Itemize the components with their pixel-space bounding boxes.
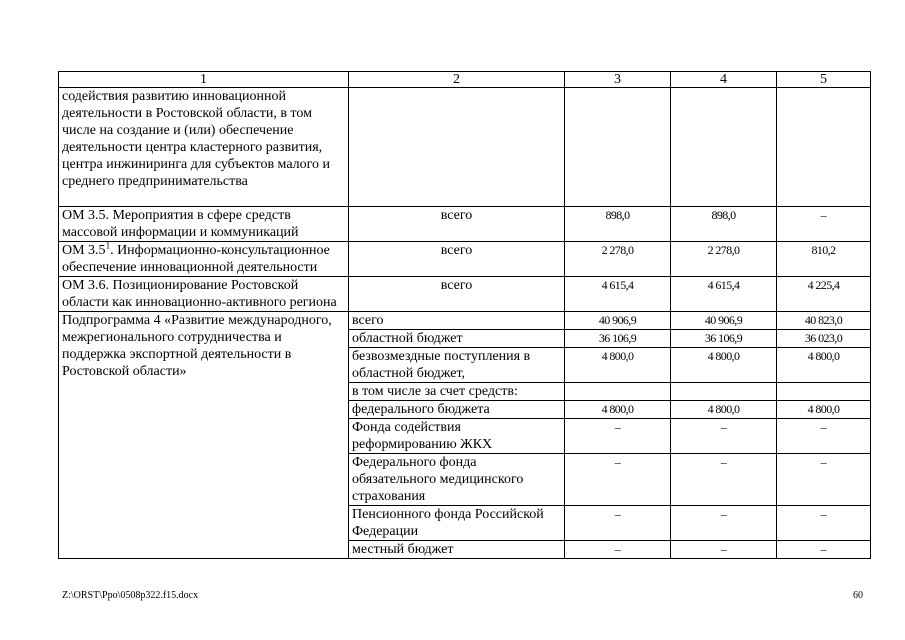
header-row xyxy=(59,72,871,88)
value-cell: – xyxy=(565,506,671,541)
value-cell: – xyxy=(777,541,871,559)
value-cell: 36 106,9 xyxy=(565,330,671,348)
funding-source: Пенсионного фонда Российской Федерации xyxy=(349,506,565,541)
activity-name: ОМ 3.6. Позиционирование Ростовской области как инновационно-активного региона xyxy=(59,277,349,312)
value-cell: – xyxy=(565,454,671,506)
value-cell: 810,2 xyxy=(777,242,871,277)
value-cell: 4 800,0 xyxy=(777,401,871,419)
table-row xyxy=(59,242,871,277)
funding-source: областной бюджет xyxy=(349,330,565,348)
value-cell xyxy=(565,383,671,401)
value-cell xyxy=(671,383,777,401)
activity-name: ОМ $3.5^1$. Информационно-консультационное обеспечение инновационной деятельности xyxy=(59,242,349,277)
value-cell: 898,0 xyxy=(565,207,671,242)
funding-source: всего xyxy=(349,312,565,330)
value-cell: 4 800,0 xyxy=(671,401,777,419)
value-cell: 40 906,9 xyxy=(671,312,777,330)
value-cell: – xyxy=(671,541,777,559)
table-row xyxy=(59,312,871,330)
funding-source: всего xyxy=(349,277,565,312)
value-cell: – xyxy=(671,419,777,454)
header-cell: 1 xyxy=(59,72,349,88)
value-cell: 2 278,0 xyxy=(565,242,671,277)
value-cell: – xyxy=(777,419,871,454)
funding-source: всего xyxy=(349,207,565,242)
value-cell: – xyxy=(671,506,777,541)
value-cell: 4 615,4 xyxy=(671,277,777,312)
value-cell: – xyxy=(777,207,871,242)
table-row xyxy=(59,88,871,207)
value-cell xyxy=(777,383,871,401)
activity-name: ОМ 3.5. Мероприятия в сфере средств массовой информации и коммуникаций xyxy=(59,207,349,242)
file-path: Z:\ORST\Ppo\0508p322.f15.docx xyxy=(62,590,199,601)
table-row xyxy=(59,277,871,312)
value-cell: 40 823,0 xyxy=(777,312,871,330)
value-cell: – xyxy=(777,506,871,541)
value-cell: – xyxy=(671,454,777,506)
header-cell: 2 xyxy=(349,72,565,88)
value-cell: 898,0 xyxy=(671,207,777,242)
budget-table xyxy=(58,71,871,559)
value-cell: 4 225,4 xyxy=(777,277,871,312)
value-cell: – xyxy=(777,454,871,506)
table-row xyxy=(59,207,871,242)
value-cell: 36 023,0 xyxy=(777,330,871,348)
header-cell: 5 xyxy=(777,72,871,88)
page-number: 60 xyxy=(853,590,863,601)
funding-source: всего xyxy=(349,242,565,277)
value-cell: 4 800,0 xyxy=(671,348,777,383)
value-cell: 36 106,9 xyxy=(671,330,777,348)
value-cell: 4 615,4 xyxy=(565,277,671,312)
value-cell: – xyxy=(565,541,671,559)
funding-source: Фонда содействия реформированию ЖКХ xyxy=(349,419,565,454)
header-cell: 4 xyxy=(671,72,777,88)
funding-source: безвозмездные поступления в областной бюджет, xyxy=(349,348,565,383)
value-cell: 4 800,0 xyxy=(565,401,671,419)
value-cell: – xyxy=(565,419,671,454)
header-cell: 3 xyxy=(565,72,671,88)
funding-source: Федерального фонда обязательного медицинского страхования xyxy=(349,454,565,506)
value-cell: 4 800,0 xyxy=(777,348,871,383)
value-cell: 40 906,9 xyxy=(565,312,671,330)
funding-source: федерального бюджета xyxy=(349,401,565,419)
funding-source: в том числе за счет средств: xyxy=(349,383,565,401)
value-cell: 2 278,0 xyxy=(671,242,777,277)
value-cell: 4 800,0 xyxy=(565,348,671,383)
subprogram-name: Подпрограмма 4 «Развитие международного, межрегионального сотрудничества и поддержка экспортной деятельности в Ростовской области» xyxy=(59,312,349,559)
activity-name: содействия развитию инновационной деятельности в Ростовской области, в том числе на создание и (или) обеспечение деятельности центра кластерного развития, центра инжиниринга для субъектов малого и среднего предпринимательства xyxy=(59,88,349,207)
funding-source: местный бюджет xyxy=(349,541,565,559)
